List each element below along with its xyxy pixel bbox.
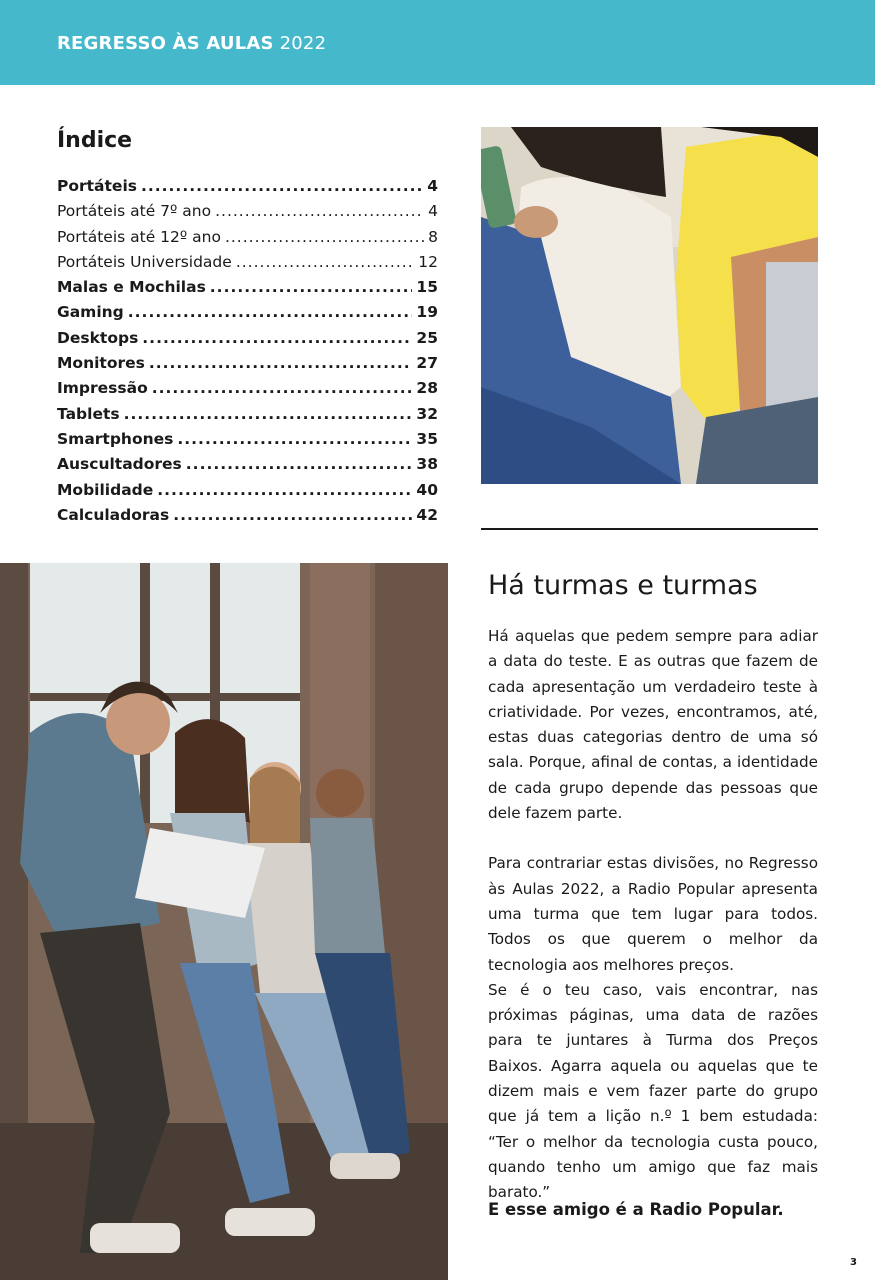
toc-row bbox=[57, 481, 438, 506]
page-number: 3 bbox=[850, 1257, 857, 1268]
toc-page-number: 38 bbox=[416, 455, 438, 474]
toc-label: Portáteis Universidade bbox=[57, 252, 232, 271]
toc-row bbox=[57, 405, 438, 430]
toc-label: Auscultadores bbox=[57, 455, 182, 474]
toc-leader-dots bbox=[142, 329, 412, 347]
toc-label: Gaming bbox=[57, 303, 124, 322]
toc-label: Desktops bbox=[57, 328, 139, 347]
toc-row bbox=[57, 202, 438, 227]
toc-page-number: 32 bbox=[416, 404, 438, 423]
toc-leader-dots bbox=[149, 354, 413, 372]
toc-leader-dots bbox=[215, 202, 424, 220]
article-title: Há turmas e turmas bbox=[488, 570, 758, 601]
toc-leader-dots bbox=[225, 228, 424, 246]
toc-page-number: 25 bbox=[416, 328, 438, 347]
toc-leader-dots bbox=[124, 405, 413, 423]
photo-students-window-image bbox=[0, 563, 448, 1280]
toc-label: Portáteis até 12º ano bbox=[57, 227, 221, 246]
divider-rule bbox=[481, 528, 818, 530]
toc-page-number: 4 bbox=[428, 202, 438, 221]
toc-leader-dots bbox=[173, 506, 412, 524]
toc-label: Portáteis bbox=[57, 177, 137, 195]
article-paragraph-3: Se é o teu caso, vais encontrar, nas próximas páginas, uma data de razões para te juntares à Turma dos Preços Baixos. Agarra aquela ou aquelas que te dizem mais e vem fazer parte do grupo que já tem a lição n.º 1 bem estudada: “Ter o melhor da tecnologia custa pouco, quando tenho um amigo que faz mais barato.” bbox=[488, 980, 818, 1202]
index-title: Índice bbox=[57, 128, 133, 153]
header-title bbox=[57, 33, 326, 54]
toc-row bbox=[57, 455, 438, 480]
toc-row bbox=[57, 430, 438, 455]
header-title-year: 2022 bbox=[279, 33, 327, 54]
toc-row bbox=[57, 228, 438, 253]
article-body bbox=[488, 624, 818, 1206]
photo-students-sofa-image bbox=[481, 127, 818, 484]
toc-page-number: 28 bbox=[416, 379, 438, 398]
toc-row bbox=[57, 354, 438, 379]
toc-leader-dots bbox=[186, 455, 413, 473]
toc-page-number: 15 bbox=[416, 278, 438, 297]
header-title-bold: REGRESSO ÀS AULAS bbox=[57, 33, 274, 54]
toc-page-number: 12 bbox=[418, 252, 438, 271]
toc-label: Smartphones bbox=[57, 429, 174, 448]
toc-page-number: 19 bbox=[416, 303, 438, 322]
toc-label: Monitores bbox=[57, 354, 145, 373]
photo-students-window bbox=[0, 563, 448, 1280]
toc-leader-dots bbox=[157, 481, 412, 499]
toc-label: Calculadoras bbox=[57, 505, 170, 524]
toc-label: Tablets bbox=[57, 404, 120, 423]
toc-leader-dots bbox=[177, 430, 412, 448]
toc-row bbox=[57, 329, 438, 354]
table-of-contents bbox=[57, 177, 438, 531]
toc-label: Malas e Mochilas bbox=[57, 278, 206, 297]
toc-label: Mobilidade bbox=[57, 480, 154, 499]
toc-leader-dots bbox=[236, 253, 414, 271]
toc-row bbox=[57, 303, 438, 328]
header-bar bbox=[0, 0, 875, 85]
article-closing: E esse amigo é a Radio Popular. bbox=[488, 1200, 784, 1219]
toc-leader-dots bbox=[152, 379, 413, 397]
toc-row bbox=[57, 177, 438, 202]
toc-leader-dots bbox=[128, 303, 413, 321]
toc-label: Portáteis até 7º ano bbox=[57, 202, 212, 221]
article-paragraph-1: Há aquelas que pedem sempre para adiar a data do teste. E as outras que fazem de cada apresentação um verdadeiro teste à criatividade. Por vezes, encontramos, até, estas duas categorias dentro de uma só sala. Porque, afinal de contas, a identidade de cada grupo depende das pessoas que dele fazem parte. bbox=[488, 627, 818, 823]
toc-page-number: 27 bbox=[416, 354, 438, 373]
photo-students-sofa bbox=[481, 127, 818, 484]
toc-page-number: 35 bbox=[416, 429, 438, 448]
toc-page-number: 40 bbox=[416, 480, 438, 499]
toc-page-number: 4 bbox=[427, 177, 438, 195]
toc-leader-dots bbox=[210, 278, 413, 296]
toc-row bbox=[57, 506, 438, 531]
toc-row bbox=[57, 253, 438, 278]
toc-page-number: 8 bbox=[428, 227, 438, 246]
toc-row bbox=[57, 379, 438, 404]
toc-label: Impressão bbox=[57, 379, 148, 398]
toc-row bbox=[57, 278, 438, 303]
toc-leader-dots bbox=[141, 177, 423, 195]
article-paragraph-2: Para contrariar estas divisões, no Regresso às Aulas 2022, a Radio Popular apresenta uma turma que tem lugar para todos. Todos os que querem o melhor da tecnologia aos melhores preços. bbox=[488, 854, 818, 974]
toc-page-number: 42 bbox=[416, 505, 438, 524]
